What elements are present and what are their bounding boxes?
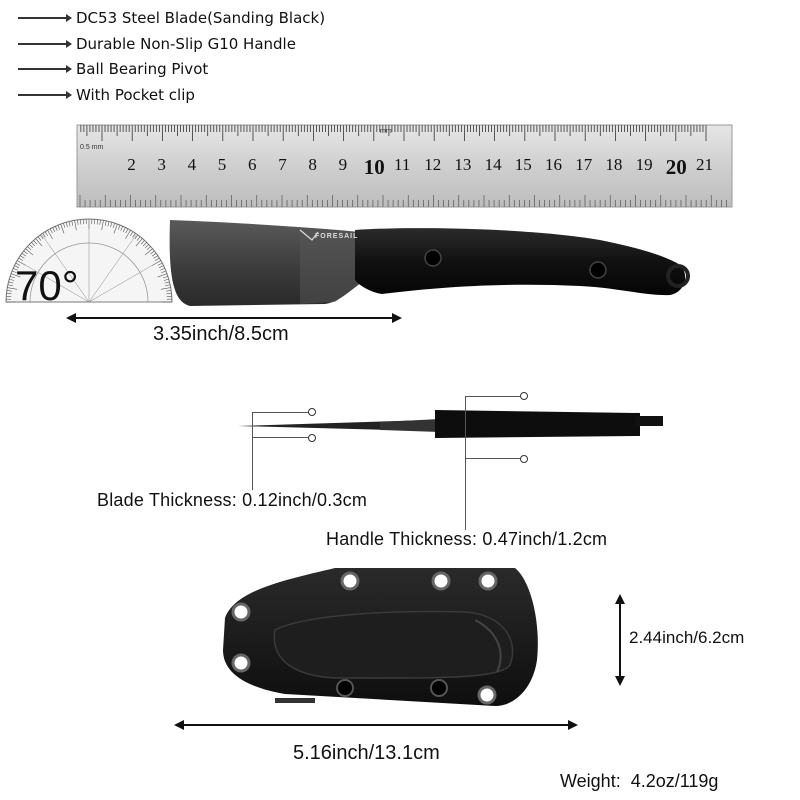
marker-dot: [308, 434, 316, 442]
ruler-number: 6: [248, 155, 257, 174]
ruler-number: 21: [696, 155, 713, 174]
leader-line: [465, 458, 521, 459]
marker-dot: [520, 392, 528, 400]
arrowheads: [613, 594, 627, 686]
knife-image: [150, 210, 700, 310]
ruler-number: 12: [424, 155, 442, 174]
ruler-number: 20: [665, 155, 687, 179]
knife-top-view: [230, 400, 675, 445]
ruler-number: 7: [278, 155, 287, 174]
sheath-image: [215, 560, 555, 710]
ruler-number: 10: [363, 155, 385, 179]
ruler-number: 5: [217, 155, 227, 174]
ruler-number: 17: [575, 155, 593, 174]
ruler-unit-label: mm: [380, 128, 392, 135]
ruler-number: 13: [454, 155, 472, 174]
feature-label: DC53 Steel Blade(Sanding Black): [76, 9, 326, 27]
leader-line: [252, 412, 253, 490]
leader-line: [465, 396, 521, 397]
blade-thickness-label: Blade Thickness: 0.12inch/0.3cm: [97, 490, 368, 510]
ruler-number: 4: [187, 155, 197, 174]
angle-label: 70°: [15, 262, 79, 309]
ruler-number: 11: [394, 155, 411, 174]
arrowheads: [174, 718, 578, 732]
marker-dot: [308, 408, 316, 416]
ruler-number: 8: [308, 155, 317, 174]
ruler-number: 15: [514, 155, 532, 174]
ruler-number: 2: [127, 155, 136, 174]
feature-label: Durable Non-Slip G10 Handle: [76, 35, 296, 53]
ruler-number: 14: [484, 155, 502, 174]
blade-length-label: 3.35inch/8.5cm: [153, 323, 289, 345]
marker-dot: [520, 455, 528, 463]
ruler-number: 3: [157, 155, 166, 174]
ruler-number: 19: [635, 155, 653, 174]
ruler-number: 18: [605, 155, 623, 174]
ruler-number: 16: [545, 155, 562, 174]
leader-line: [252, 437, 310, 438]
handle-thickness-label: Handle Thickness: 0.47inch/1.2cm: [326, 529, 608, 549]
weight-label: Weight: 4.2oz/119g: [560, 771, 719, 791]
feature-label: With Pocket clip: [76, 86, 195, 104]
leader-line: [465, 396, 466, 530]
ruler-number: 9: [338, 155, 348, 174]
feature-label: Ball Bearing Pivot: [76, 60, 209, 78]
ruler-scale: 0.5 mm: [80, 144, 104, 151]
sheath-length-label: 5.16inch/13.1cm: [293, 742, 440, 764]
sheath-height-label: 2.44inch/6.2cm: [629, 628, 745, 647]
brand-logo: FORESAIL: [315, 233, 359, 240]
leader-line: [252, 412, 310, 413]
